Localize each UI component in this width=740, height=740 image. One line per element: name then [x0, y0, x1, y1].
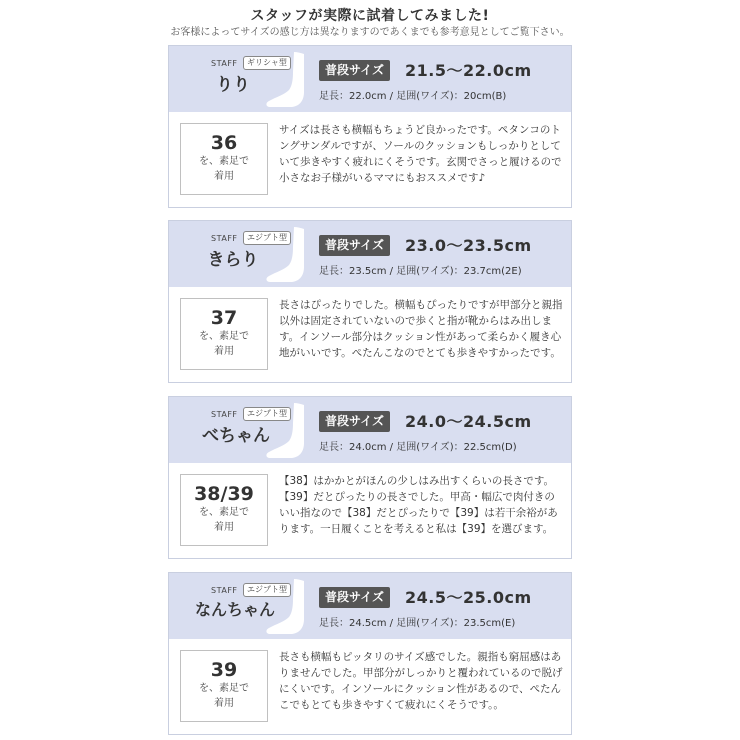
- staff-card-riri: [168, 45, 572, 208]
- worn-size: 36: [210, 132, 238, 154]
- worn-size-caption-1: を、素足で: [199, 331, 249, 342]
- foot-silhouette-icon: [264, 401, 324, 461]
- staff-name: きらり: [207, 250, 259, 270]
- worn-size-box: [180, 123, 268, 195]
- foot-silhouette-icon: [264, 225, 324, 285]
- foot-type-badge: エジプト型: [243, 231, 291, 245]
- usual-size-badge: 普段サイズ: [319, 235, 390, 256]
- usual-size-badge: 普段サイズ: [319, 411, 390, 432]
- worn-size-box: [180, 650, 268, 722]
- usual-size-range: 21.5〜22.0cm: [405, 61, 532, 80]
- staff-comment: サイズは長さも横幅もちょうど良かったです。ペタンコのトングサンダルですが、ソールのクッションもしっかりとしていて歩きやすく疲れにくそうです。玄関でさっと履けるので小さなお子様がいるママにもおススメです♪: [279, 124, 562, 184]
- staff-label: STAFF: [211, 59, 238, 68]
- worn-size-caption-1: を、素足で: [199, 156, 249, 167]
- usual-size-badge: 普段サイズ: [319, 60, 390, 81]
- worn-size: 37: [210, 307, 238, 329]
- worn-size-caption-1: を、素足で: [199, 683, 249, 694]
- foot-measurements: 足長：24.5cm / 足囲(ワイズ)：23.5cm(E): [319, 618, 516, 629]
- page-title: スタッフが実際に試着してみました!: [250, 8, 490, 24]
- foot-measurements: 足長：24.0cm / 足囲(ワイズ)：22.5cm(D): [319, 442, 517, 453]
- usual-size-range: 23.0〜23.5cm: [405, 236, 532, 255]
- worn-size-caption-2: 着用: [214, 698, 234, 709]
- staff-card-header: [169, 46, 571, 112]
- staff-comment: 長さはぴったりでした。横幅もぴったりですが甲部分と親指以外は固定されていないので歩くと指が靴からはみ出します。インソール部分はクッション性があって柔らかく履き心地がいいです。ぺたんこなのでとても歩きやすかったです。: [279, 299, 563, 359]
- staff-label: STAFF: [211, 234, 238, 243]
- usual-size-range: 24.5〜25.0cm: [405, 588, 532, 607]
- worn-size-caption-1: を、素足で: [199, 507, 249, 518]
- staff-comment: 【38】はかかとがほんの少しはみ出すくらいの長さです。【39】だとぴったりの長さでした。甲高・幅広で肉付きのいい指なので【38】だとぴったりで【39】は若干余裕があります。一日履くことを考えると私は【39】を選びます。: [279, 475, 558, 535]
- worn-size-caption-2: 着用: [214, 171, 234, 182]
- staff-name: べちゃん: [202, 426, 270, 446]
- staff-card-header: [169, 573, 571, 639]
- usual-size-range: 24.0〜24.5cm: [405, 412, 532, 431]
- usual-size-badge: 普段サイズ: [319, 587, 390, 608]
- foot-silhouette-icon: [264, 50, 324, 110]
- worn-size: 38/39: [194, 483, 254, 505]
- worn-size-caption-2: 着用: [214, 522, 234, 533]
- staff-label: STAFF: [211, 586, 238, 595]
- staff-card-kirari: [168, 220, 572, 383]
- staff-card-header: [169, 397, 571, 463]
- worn-size: 39: [210, 659, 238, 681]
- foot-measurements: 足長：22.0cm / 足囲(ワイズ)：20cm(B): [319, 91, 507, 102]
- worn-size-box: [180, 474, 268, 546]
- staff-comment: 長さも横幅もピッタリのサイズ感でした。親指も窮屈感はありませんでした。甲部分がしっかりと覆われているので脱げにくいです。インソールにクッション性があるので、ぺたんこでもとても歩きやすくて疲れにくそうです。。: [279, 651, 563, 711]
- foot-type-badge: エジプト型: [243, 583, 291, 597]
- staff-label: STAFF: [211, 410, 238, 419]
- staff-name: なんちゃん: [194, 600, 275, 619]
- staff-name: りり: [216, 75, 250, 95]
- foot-type-badge: エジプト型: [243, 407, 291, 421]
- staff-card-header: [169, 221, 571, 287]
- staff-card-bechan: [168, 396, 572, 559]
- staff-card-nanchan: [168, 572, 572, 735]
- worn-size-caption-2: 着用: [214, 346, 234, 357]
- page-subtitle: お客様によってサイズの感じ方は異なりますのであくまでも参考意見としてご覧下さい。: [170, 27, 570, 38]
- foot-type-badge: ギリシャ型: [243, 56, 291, 70]
- worn-size-box: [180, 298, 268, 370]
- foot-silhouette-icon: [264, 577, 324, 637]
- foot-measurements: 足長：23.5cm / 足囲(ワイズ)：23.7cm(2E): [319, 266, 522, 277]
